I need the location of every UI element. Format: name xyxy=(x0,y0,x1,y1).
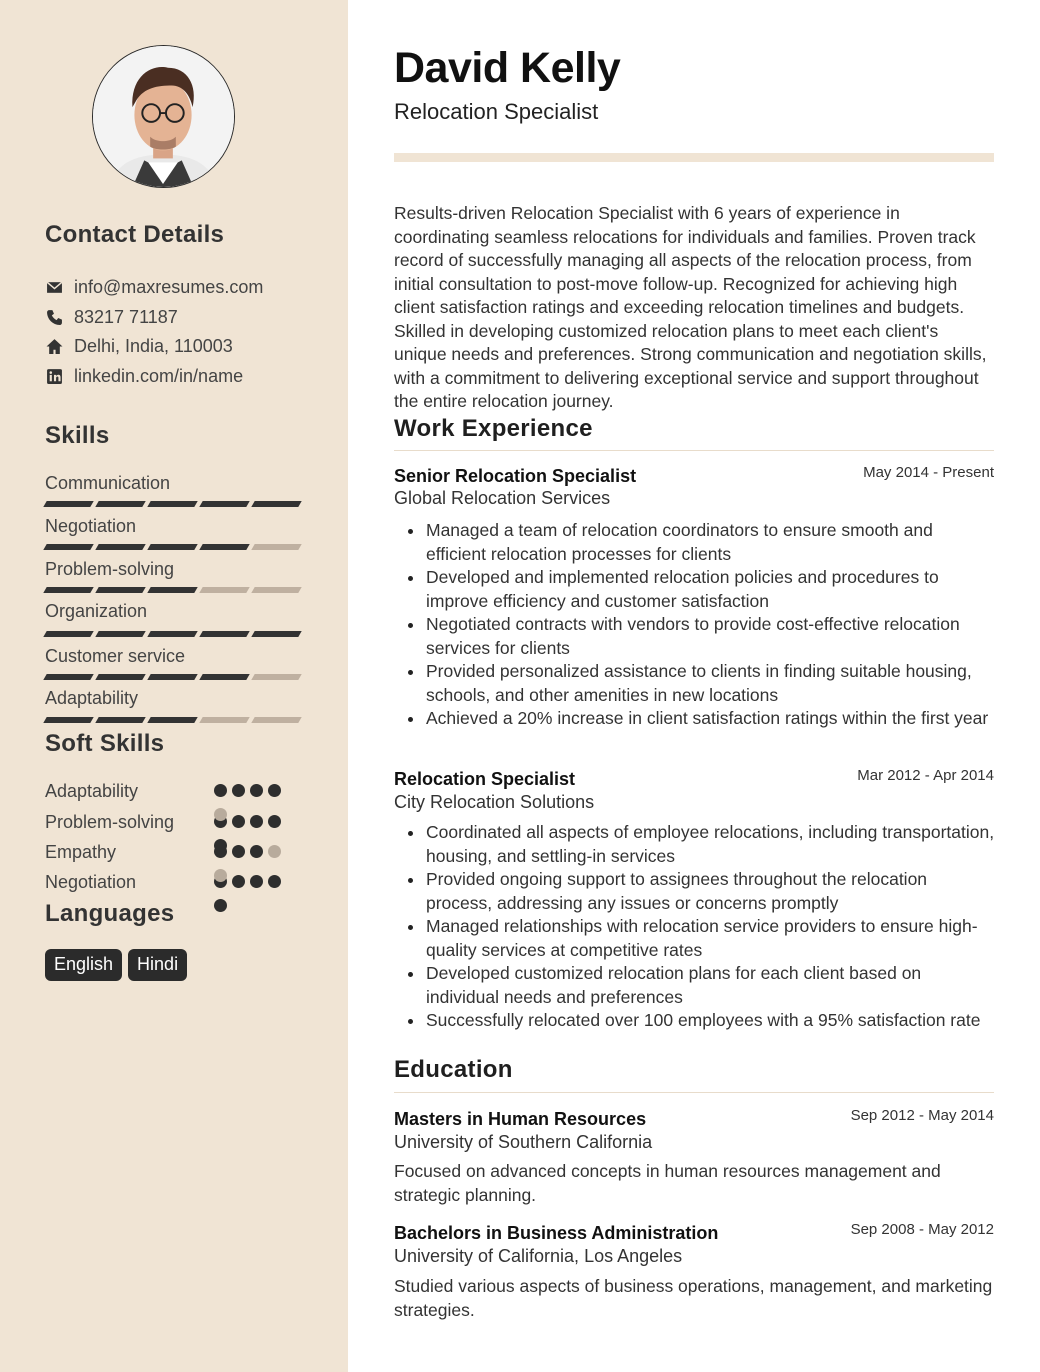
skill-segment xyxy=(95,501,145,507)
skill-segment xyxy=(95,717,145,723)
skill-label: Communication xyxy=(45,473,171,493)
soft-skill-dot xyxy=(232,784,245,797)
list-item: Provided ongoing support to assignees throughout the relocation process, addressing any issues or concerns promptly xyxy=(426,868,996,915)
list-item: Managed relationships with relocation service providers to ensure high-quality services at competitive rates xyxy=(426,915,996,962)
contact-phone[interactable] xyxy=(45,307,178,328)
job-title: Relocation Specialist xyxy=(394,769,576,789)
languages-heading: Languages xyxy=(45,900,175,927)
soft-skill-dot xyxy=(250,784,263,797)
sidebar xyxy=(0,0,348,1372)
header-divider xyxy=(394,153,994,162)
skill-segment xyxy=(147,544,197,550)
school-name: University of Southern California xyxy=(394,1132,653,1152)
job-date: Mar 2012 - Apr 2014 xyxy=(857,767,994,784)
job-company: City Relocation Solutions xyxy=(394,792,595,812)
skill-segment xyxy=(251,674,301,680)
skill-segment xyxy=(199,587,249,593)
profile-photo xyxy=(92,45,235,188)
soft-skill-dots xyxy=(214,784,281,797)
job-bullets xyxy=(426,519,996,731)
skill-segment xyxy=(43,674,93,680)
skill-segment xyxy=(147,587,197,593)
home-icon xyxy=(45,338,63,356)
skill-segment xyxy=(199,674,249,680)
degree-date: Sep 2012 - May 2014 xyxy=(850,1107,994,1124)
job-date: May 2014 - Present xyxy=(863,464,994,481)
overflow-dot xyxy=(214,899,227,912)
skill-segment xyxy=(199,631,249,637)
soft-skill-dot xyxy=(250,815,263,828)
soft-skill-dot xyxy=(232,845,245,858)
soft-skill-label: Empathy xyxy=(45,842,117,862)
degree-description: Studied various aspects of business operations, management, and marketing strategies. xyxy=(394,1276,993,1320)
skills-heading: Skills xyxy=(45,422,110,449)
list-item: Successfully relocated over 100 employees with a 95% satisfaction rate xyxy=(426,1009,996,1033)
skill-segment xyxy=(43,717,93,723)
soft-skill-dot xyxy=(232,815,245,828)
soft-skill-dot xyxy=(268,845,281,858)
soft-skill-dot xyxy=(250,875,263,888)
skill-segment xyxy=(95,544,145,550)
contact-email-text: info@maxresumes.com xyxy=(74,277,264,297)
language-badge: English xyxy=(45,949,122,981)
skill-segment xyxy=(43,587,93,593)
soft-skill-dot xyxy=(214,784,227,797)
soft-skill-dot xyxy=(250,845,263,858)
skill-label: Customer service xyxy=(45,646,186,666)
contact-email[interactable] xyxy=(45,277,263,298)
list-item: Managed a team of relocation coordinators to ensure smooth and efficient relocation processes for clients xyxy=(426,519,996,566)
skill-segment xyxy=(147,631,197,637)
skill-bar xyxy=(45,544,300,550)
avatar xyxy=(93,46,234,187)
soft-skill-dot xyxy=(268,875,281,888)
skill-segment xyxy=(199,544,249,550)
contact-phone-text: 83217 71187 xyxy=(74,307,178,327)
skill-segment xyxy=(95,587,145,593)
candidate-title: Relocation Specialist xyxy=(394,99,599,124)
skill-segment xyxy=(199,501,249,507)
language-badge: Hindi xyxy=(128,949,187,981)
contact-address-text: Delhi, India, 110003 xyxy=(74,336,233,356)
skill-label: Adaptability xyxy=(45,688,139,708)
linkedin-icon xyxy=(45,368,63,386)
list-item: Provided personalized assistance to clients in finding suitable housing, schools, and other amenities in new locations xyxy=(426,660,996,707)
work-heading: Work Experience xyxy=(394,415,593,442)
list-item: Developed and implemented relocation policies and procedures to improve efficiency and customer satisfaction xyxy=(426,566,996,613)
job-company: Global Relocation Services xyxy=(394,488,611,508)
skill-segment xyxy=(147,674,197,680)
language-list xyxy=(45,949,187,981)
list-item: Developed customized relocation plans for each client based on individual needs and preferences xyxy=(426,962,996,1009)
list-item: Achieved a 20% increase in client satisfaction ratings within the first year xyxy=(426,707,996,731)
skill-segment xyxy=(147,501,197,507)
school-name: University of California, Los Angeles xyxy=(394,1246,683,1266)
degree-date: Sep 2008 - May 2012 xyxy=(850,1221,994,1238)
skill-label: Organization xyxy=(45,601,148,621)
contact-linkedin[interactable] xyxy=(45,366,243,387)
phone-icon xyxy=(45,309,63,327)
job-bullets xyxy=(426,821,996,1033)
envelope-icon xyxy=(45,279,63,297)
degree-description: Focused on advanced concepts in human resources management and strategic planning. xyxy=(394,1161,941,1205)
degree-title: Bachelors in Business Administration xyxy=(394,1223,719,1243)
skill-label: Problem-solving xyxy=(45,559,175,579)
list-item: Coordinated all aspects of employee relocations, including transportation, housing, and settling-in services xyxy=(426,821,996,868)
soft-skill-dot xyxy=(268,784,281,797)
section-divider xyxy=(394,1092,994,1093)
contact-address xyxy=(45,336,233,357)
skill-segment xyxy=(95,674,145,680)
skill-bar xyxy=(45,631,300,637)
profile-summary: Results-driven Relocation Specialist with 6 years of experience in coordinating seamless relocations for individuals and families. Proven track record of successfully managing all aspects of the relocation process, from initial consultation to post-move follow-up. Recognized for achieving high client satisfaction ratings and exceeding relocation timelines and budgets. Skilled in developing customized relocation plans to meet each client's unique needs and preferences. Strong communication and negotiation skills, with a commitment to delivering exceptional service and support throughout the entire relocation journey. xyxy=(394,203,987,411)
soft-skill-dot xyxy=(232,875,245,888)
skill-segment xyxy=(43,544,93,550)
skill-bar xyxy=(45,587,300,593)
soft-skills-heading: Soft Skills xyxy=(45,730,165,757)
skill-segment xyxy=(199,717,249,723)
overflow-dot xyxy=(214,808,227,821)
contact-linkedin-text: linkedin.com/in/name xyxy=(74,366,244,386)
skill-segment xyxy=(147,717,197,723)
skill-segment xyxy=(43,631,93,637)
contact-heading: Contact Details xyxy=(45,221,225,248)
overflow-dot xyxy=(214,839,227,852)
soft-skill-label: Adaptability xyxy=(45,781,139,801)
skill-segment xyxy=(251,587,301,593)
skill-segment xyxy=(251,717,301,723)
skill-bar xyxy=(45,674,300,680)
degree-title: Masters in Human Resources xyxy=(394,1109,647,1129)
list-item: Negotiated contracts with vendors to provide cost-effective relocation services for clients xyxy=(426,613,996,660)
skill-label: Negotiation xyxy=(45,516,137,536)
skill-segment xyxy=(43,501,93,507)
soft-skill-label: Negotiation xyxy=(45,872,137,892)
candidate-name: David Kelly xyxy=(394,44,621,92)
skill-segment xyxy=(251,631,301,637)
skill-segment xyxy=(251,544,301,550)
skill-segment xyxy=(95,631,145,637)
education-heading: Education xyxy=(394,1056,513,1083)
section-divider xyxy=(394,450,994,451)
soft-skill-dot xyxy=(268,815,281,828)
overflow-dot xyxy=(214,869,227,882)
soft-skill-label: Problem-solving xyxy=(45,812,175,832)
skill-bar xyxy=(45,501,300,507)
job-title: Senior Relocation Specialist xyxy=(394,466,637,486)
skill-bar xyxy=(45,717,300,723)
skill-segment xyxy=(251,501,301,507)
